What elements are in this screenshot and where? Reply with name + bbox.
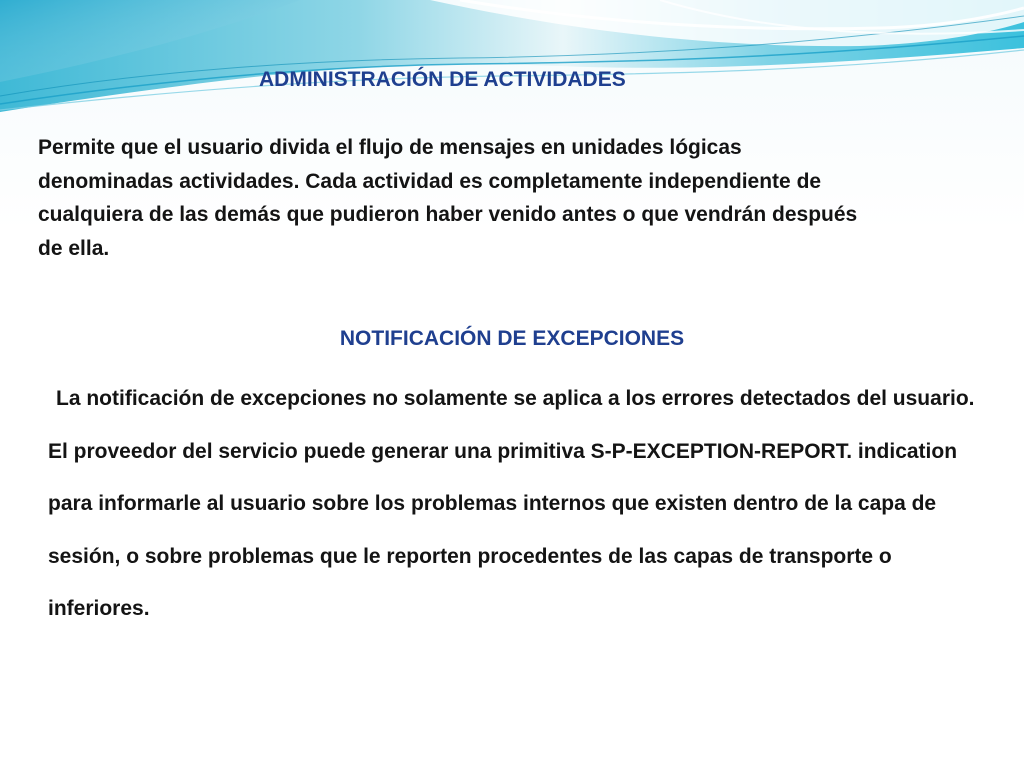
section-heading-notificacion: NOTIFICACIÓN DE EXCEPCIONES bbox=[339, 327, 685, 350]
section-body-administracion: Permite que el usuario divida el flujo de mensajes en unidades lógicas denominadas actividades. Cada actividad es completamente independiente de cualquiera de las demás que pudieron haber venido antes o que vendrán después de ella. bbox=[38, 136, 858, 260]
section-body-notificacion: La notificación de excepciones no solamente se aplica a los errores detectados del usuario. El proveedor del servicio puede generar una primitiva S-P-EXCEPTION-REPORT. indication para informarle al usuario sobre los problemas internos que existen dentro de la capa de sesión, o sobre problemas que le reporten procedentes de las capas de transporte o inferiores. bbox=[48, 387, 975, 620]
header-wave-decoration bbox=[0, 0, 1024, 130]
section-heading-administracion: ADMINISTRACIÓN DE ACTIVIDADES bbox=[259, 68, 626, 91]
